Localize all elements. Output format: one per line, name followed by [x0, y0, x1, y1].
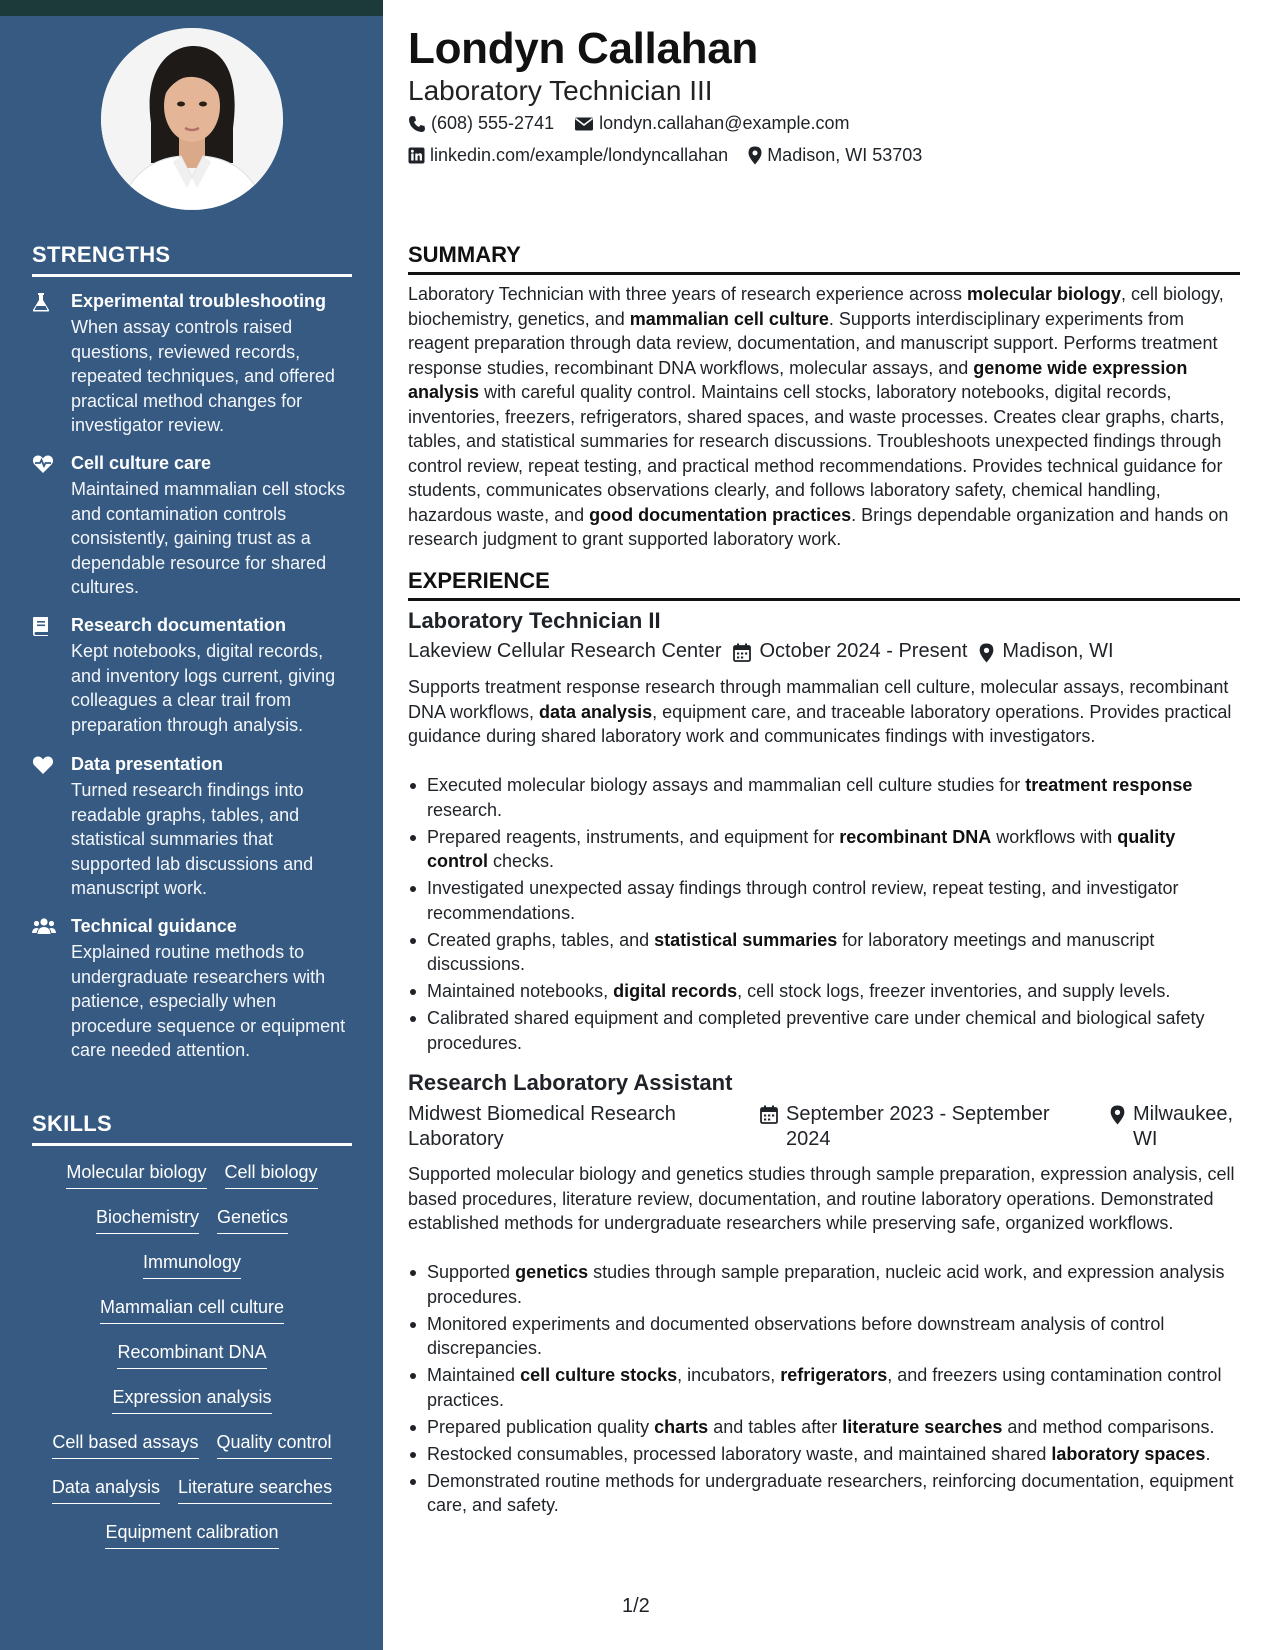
- job-dates-text: September 2023 - September 2024: [786, 1103, 1050, 1150]
- phone-text: (608) 555-2741: [431, 113, 555, 133]
- list-item: Maintained cell culture stocks, incubators, refrigerators, and freezers using contamination control practices.: [408, 1363, 1240, 1412]
- skill-tag: Literature searches: [178, 1475, 332, 1504]
- desc-keyword: data analysis: [539, 701, 653, 722]
- envelope-icon: [574, 116, 594, 132]
- desc-part: , equipment care, and traceable laboratory operations. Provides practical guidance during shared laboratory work and communicates findings with investigators.: [408, 701, 1232, 746]
- phone-contact[interactable]: [408, 113, 554, 134]
- skill-tag: Mammalian cell culture: [100, 1295, 284, 1324]
- summary-part: . Brings dependable organization and hands on research judgment to grant supported laboratory work.: [408, 504, 1229, 549]
- strength-title: Data presentation: [71, 754, 224, 774]
- skill-tag: Recombinant DNA: [117, 1340, 266, 1369]
- list-item: Restocked consumables, processed laboratory waste, and maintained shared laboratory spaces.: [408, 1442, 1240, 1467]
- job-description: [408, 675, 1240, 749]
- summary-keyword: good documentation practices: [589, 504, 852, 525]
- list-item: Supported genetics studies through sample preparation, nucleic acid work, and expression analysis procedures.: [408, 1260, 1240, 1309]
- skill-tag: Expression analysis: [112, 1385, 271, 1414]
- flask-icon: [32, 292, 54, 312]
- candidate-role: Laboratory Technician III: [408, 75, 713, 106]
- experience-heading: EXPERIENCE: [408, 568, 1240, 601]
- summary-part: Laboratory Technician with three years of research experience across: [408, 284, 967, 304]
- summary-heading: SUMMARY: [408, 242, 1240, 275]
- job-dates: [760, 1102, 1080, 1151]
- skill-tag: Immunology: [143, 1250, 241, 1279]
- strength-title: Experimental troubleshooting: [71, 291, 327, 311]
- job-location: [979, 640, 1113, 663]
- list-item: Maintained notebooks, digital records, cell stock logs, freezer inventories, and supply levels.: [408, 979, 1240, 1004]
- location-text: Madison, WI 53703: [767, 145, 923, 165]
- strength-title: Technical guidance: [71, 916, 237, 936]
- sidebar: [0, 0, 383, 1650]
- job-title: Laboratory Technician II: [408, 608, 661, 633]
- sidebar-top-bar: [0, 0, 383, 16]
- skill-tag: Cell based assays: [52, 1430, 198, 1459]
- location-contact: [748, 145, 922, 166]
- job-location-text: Milwaukee, WI: [1133, 1103, 1234, 1150]
- job-meta: [408, 640, 1114, 663]
- strength-text: When assay controls raised questions, reviewed records, repeated techniques, and offered practical method changes for investigator review.: [71, 317, 335, 435]
- strengths-heading: STRENGTHS: [32, 242, 352, 277]
- job-dates-text: October 2024 - Present: [759, 640, 968, 662]
- skill-tag: Biochemistry: [96, 1205, 199, 1234]
- skill-tag: Genetics: [217, 1205, 288, 1234]
- map-pin-icon: [1110, 1105, 1125, 1125]
- summary-part: . Supports interdisciplinary experiments from reagent preparation through data review, documentation, and manuscript support. Performs treatment response studies, recombinant DNA workflows, molecular assays, and: [408, 308, 1218, 378]
- list-item: Created graphs, tables, and statistical summaries for laboratory meetings and manuscript discussions.: [408, 928, 1240, 977]
- skills-heading: SKILLS: [32, 1111, 352, 1146]
- summary-keyword: genome wide expression analysis: [408, 357, 1188, 402]
- skill-tag: Equipment calibration: [105, 1520, 278, 1549]
- calendar-icon: [733, 643, 751, 662]
- page-number: 1/2: [622, 1595, 650, 1617]
- skill-tag: Quality control: [217, 1430, 332, 1459]
- map-pin-icon: [748, 146, 762, 165]
- desc-part: Supported molecular biology and genetics studies through sample preparation, expression analysis, cell based procedures, literature review, documentation, and routine laboratory operations. Demonstrated established methods for undergraduate researchers while preserving safe, organized workflows.: [408, 1164, 1235, 1233]
- summary-part: , cell biology, biochemistry, genetics, and: [408, 284, 1224, 329]
- job-bullets: [408, 773, 1240, 1058]
- summary-part: with careful quality control. Maintains cell stocks, laboratory notebooks, digital records, inventories, freezers, refrigerators, shared spaces, and waste processes. Creates clear graphs, charts, tables, and statistical summaries for research discussions. Troubleshoots unexpected findings through control review, repeat testing, and practical method recommendations. Provides technical guidance for students, communicates observations clearly, and follows laboratory safety, chemical handling, hazardous waste, and: [408, 382, 1225, 525]
- list-item: Monitored experiments and documented observations before downstream analysis of control discrepancies.: [408, 1312, 1240, 1361]
- skill-tag: Data analysis: [52, 1475, 160, 1504]
- map-pin-icon: [979, 643, 994, 663]
- calendar-icon: [760, 1105, 778, 1124]
- job-bullets: [408, 1260, 1240, 1520]
- book-icon: [32, 616, 54, 636]
- skill-tag: Cell biology: [225, 1160, 318, 1189]
- heartbeat-icon: [32, 454, 54, 474]
- desc-part: Supports treatment response research through mammalian cell culture, molecular assays, recombinant DNA workflows,: [408, 677, 1229, 722]
- linkedin-contact[interactable]: [408, 145, 728, 166]
- linkedin-text: linkedin.com/example/londyncallahan: [430, 145, 729, 165]
- candidate-name: Londyn Callahan: [408, 24, 758, 73]
- list-item: Prepared publication quality charts and tables after literature searches and method comparisons.: [408, 1415, 1240, 1440]
- job-company: Midwest Biomedical Research Laboratory: [408, 1103, 676, 1150]
- list-item: Executed molecular biology assays and mammalian cell culture studies for treatment response research.: [408, 773, 1240, 822]
- strength-text: Turned research findings into readable graphs, tables, and statistical summaries that supported lab discussions and manuscript work.: [71, 780, 314, 898]
- job-title: Research Laboratory Assistant: [408, 1070, 733, 1095]
- strength-text: Maintained mammalian cell stocks and contamination controls consistently, gaining trust as a dependable resource for shared cultures.: [71, 479, 346, 597]
- job-description: [408, 1162, 1240, 1236]
- email-text: londyn.callahan@example.com: [599, 113, 850, 133]
- summary-keyword: mammalian cell culture: [629, 308, 829, 329]
- skills-list: [32, 1160, 352, 1565]
- list-item: Prepared reagents, instruments, and equipment for recombinant DNA workflows with quality control checks.: [408, 825, 1240, 874]
- users-icon: [32, 917, 54, 937]
- strength-title: Research documentation: [71, 615, 287, 635]
- skill-tag: Molecular biology: [66, 1160, 206, 1189]
- summary-keyword: molecular biology: [966, 284, 1121, 304]
- phone-icon: [408, 115, 426, 133]
- summary-text: [408, 282, 1240, 552]
- strength-text: Explained routine methods to undergraduate researchers with patience, especially when procedure sequence or equipment care needed attention.: [71, 942, 346, 1060]
- strength-text: Kept notebooks, digital records, and inventory logs current, giving colleagues a clear trail from preparation through analysis.: [71, 641, 336, 735]
- linkedin-icon: [408, 147, 425, 164]
- list-item: Investigated unexpected assay findings through control review, repeat testing, and investigator recommendations.: [408, 876, 1240, 925]
- strength-title: Cell culture care: [71, 453, 212, 473]
- job-location: [1110, 1102, 1240, 1151]
- contact-row: [408, 113, 870, 134]
- email-contact[interactable]: [574, 113, 849, 134]
- profile-photo: [101, 28, 283, 210]
- list-item: Calibrated shared equipment and completed preventive care under chemical and biological safety procedures.: [408, 1006, 1240, 1055]
- list-item: Demonstrated routine methods for undergraduate researchers, reinforcing documentation, equipment care, and safety.: [408, 1469, 1240, 1518]
- heart-icon: [32, 755, 54, 775]
- job-dates: [733, 640, 967, 663]
- job-company: Lakeview Cellular Research Center: [408, 640, 722, 662]
- job-location-text: Madison, WI: [1002, 640, 1114, 662]
- contact-row: [408, 145, 942, 166]
